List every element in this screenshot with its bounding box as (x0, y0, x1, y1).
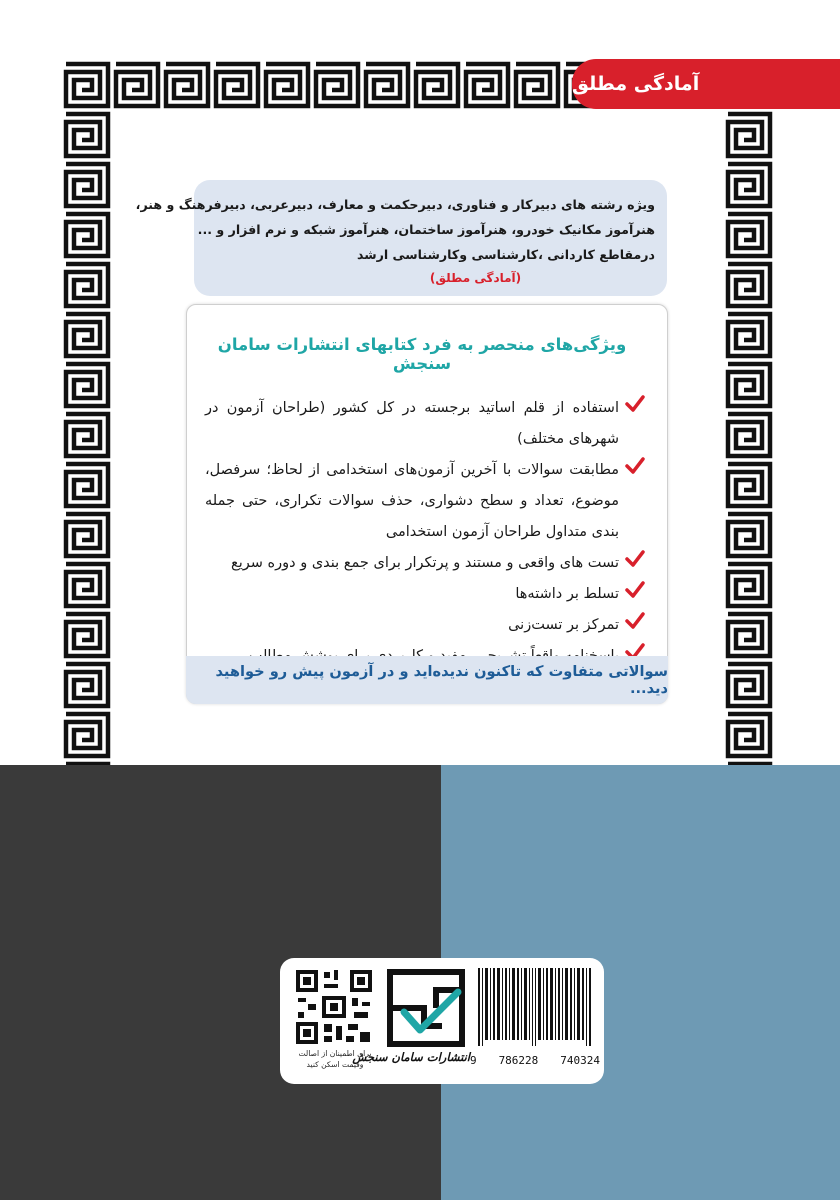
feature-text: تست های واقعی و مستند و پرتکرار برای جمع بندی و دوره سریع (231, 555, 619, 571)
checkmark-icon (625, 456, 645, 476)
publisher-logo-icon (380, 968, 472, 1048)
feature-item (205, 548, 645, 579)
feature-item (205, 579, 645, 610)
isbn-prefix: 9 (470, 1054, 477, 1067)
features-list (187, 393, 667, 672)
checkmark-icon (625, 611, 645, 631)
series-badge-label: آمادگی مطلق (572, 73, 700, 95)
publisher-card (280, 958, 604, 1084)
features-title: ویژگی‌های منحصر به فرد کتابهای انتشارات سامان سنجش (217, 335, 627, 373)
feature-text: تسلط بر داشته‌ها (515, 586, 619, 602)
series-tag: (آمادگی مطلق) (429, 271, 522, 285)
publisher-name: انتشارات سامان سنجش (352, 1050, 470, 1064)
qr-caption-line-2: وقیمت اسکن کنید (306, 1060, 364, 1069)
feature-item (205, 393, 645, 455)
isbn-digits (470, 1054, 600, 1067)
qr-code-icon (294, 968, 374, 1046)
checkmark-icon (625, 394, 645, 414)
feature-item (205, 455, 645, 548)
feature-text: استفاده از قلم اساتید برجسته در کل کشور (طراحان آزمون در شهرهای مختلف) (205, 400, 619, 447)
features-footer (186, 656, 668, 704)
feature-text: تمرکز بر تست‌زنی (508, 617, 619, 633)
feature-text: مطابقت سوالات با آخرین آزمون‌های استخدامی از لحاظ؛ سرفصل، موضوع، تعداد و سطح دشواری، حذف سوالات تکراری، حتی جمله بندی متداول طراحان آزمون استخدامی (205, 462, 619, 540)
feature-item (205, 610, 645, 641)
barcode-icon (476, 968, 594, 1046)
meander-border-left (62, 110, 112, 765)
isbn-group-2: 740324 (560, 1054, 600, 1067)
features-footer-text: سوالاتی متفاوت که تاکنون ندیده‌اید و در آزمون پیش رو خواهید دید... (215, 663, 668, 697)
checkmark-icon (625, 580, 645, 600)
qr-caption-line-1: برای اطمینان از اصالت (298, 1049, 372, 1058)
meander-border-right (724, 110, 774, 765)
features-panel (186, 304, 668, 704)
target-fields-box (135, 180, 667, 296)
target-fields-line-1: ویژه رشته های دبیرکار و فناوری، دبیرحکمت و معارف، دبیرعربی، دبیرفرهنگ و هنر، (135, 197, 655, 212)
checkmark-icon (625, 549, 645, 569)
series-badge (572, 59, 840, 109)
isbn-group-1: 786228 (498, 1054, 539, 1067)
target-fields-line-2: هنرآموز مکانیک خودرو، هنرآموز ساختمان، هنرآموز شبکه و نرم افزار و ... (197, 222, 655, 237)
target-fields-line-3: درمقاطع کاردانی ،کارشناسی وکارشناسی ارشد (356, 247, 655, 262)
